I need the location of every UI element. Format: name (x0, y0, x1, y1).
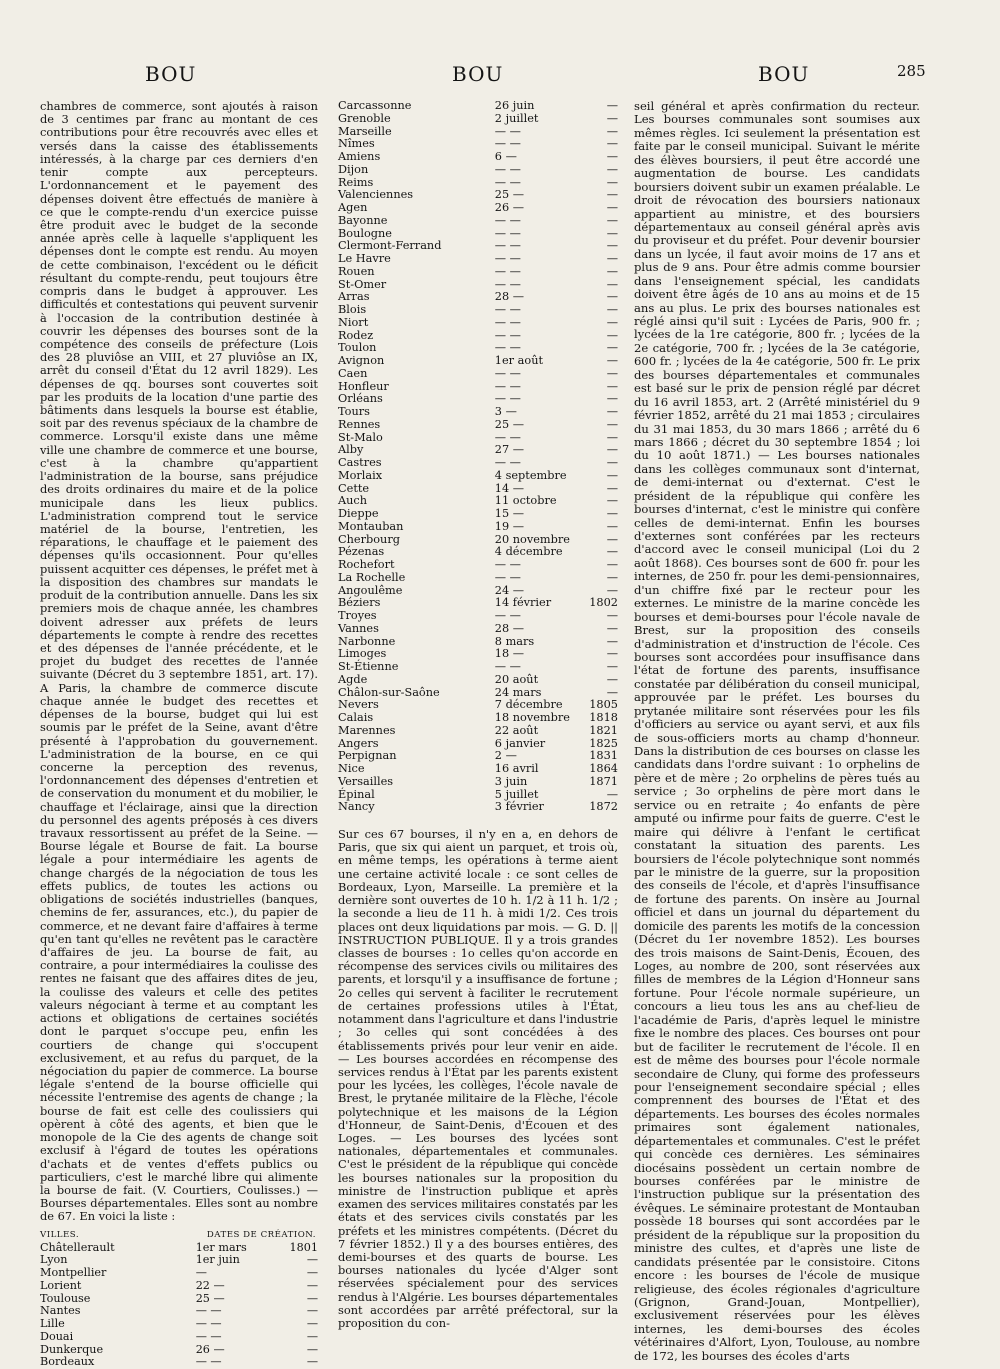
city-name: St-Omer (338, 277, 387, 291)
table-row (338, 393, 618, 406)
creation-date: 27 — (494, 443, 525, 457)
body-paragraph: chambres de commerce, sont ajoutés à raison de 3 centimes par franc au montant de ces contributions pour être recouvrés avec elles et versés dans la caisse des établissements intéressés, à la charge par ces derniers d'en tenir compte aux percepteurs. L'ordonnancement et le payement des dépenses doivent être effectués de manière à ce que le compte-rendu d'un exercice puisse être produit avec le budget de la seconde année après celle à laquelle s'appliquent les dépenses dont le compte est rendu. Au moyen de cette combinaison, l'excédent ou le déficit résultant du compte-rendu, peut toujours être compris dans le budget à approuver. Les difficultés et contestations qui peuvent survenir à l'occasion de la contribution destinée à couvrir les dépenses des bourses sont de la compétence des conseils de préfecture (Lois des 28 pluviôse an VIII, et 27 pluviôse an IX, arrêt du conseil d'État du 12 avril 1829). Les dépenses de qq. bourses sont couvertes soit par les produits de la location d'une partie des bâtiments dans lesquels la bourse est établie, soit par des revenus spéciaux de la chambre de commerce. Lorsqu'il existe dans une même ville une chambre de commerce et une bourse, c'est à la chambre qu'appartient l'administration de la bourse, sans préjudice des droits ordinaires du maire et de la police municipale dans les lieux publics. L'administration comprend tout le service matériel de la bourse, l'entretien, les réparations, le chauffage et le paiement des dépenses qu'ils occasionnent. Pour qu'elles puissent acquitter ces dépenses, le préfet met à la disposition des chambres sur mandats le produit de la contribution annuelle. Dans les six premiers mois de chaque année, les chambres doivent adresser aux préfets de leurs départements le compte à rendre des recettes et des dépenses de l'année précédente, et le projet du budget des recettes de l'année suivante (Décret du 3 septembre 1851, art. 17). A Paris, la chambre de commerce discute chaque année le budget des recettes et dépenses de la bourse, budget qui lui est soumis par le préfet de la Seine, avant d'être présenté à l'approbation du gouvernement. L'administration de la bourse, en ce qui concerne la perception des revenus, l'ordonnancement des dépenses d'entretien et de conservation du monument et du mobilier, le chauffage et l'éclairage, ainsi que la direction du personnel des agents préposés à ces divers travaux ressortissent au préfet de la Seine. — Bourse légale et Bourse de fait. La bourse légale a pour intermédiaire les agents de change chargés de la négociation de tous les effets publics, de toutes les actions ou obligations de sociétés industrielles (banques, chemins de fer, assurances, etc.), du papier de commerce, et ne devant faire d'affaires à terme qu'en tant qu'elles ne revêtent pas le caractère d'affaires de jeu. La bourse de fait, au contraire, a pour intermédiaires la coulisse des rentes ne faisant que des affaires dites de jeu, la coulisse des valeurs et celle des petites valeurs négociant à terme et au comptant les actions et obligations de certaines sociétés dont le parquet s'occupe peu, enfin les courtiers de change qui s'occupent exclusivement, et au refus du parquet, de la négociation du papier de commerce. La bourse légale s'entend de la bourse officielle qui nécessite l'entremise des agents de change ; la bourse de fait est celle des coulissiers qui opèrent à côté des agents, et bien que le monopole de la Cie des agents de change soit exclusif à l'égard de toutes les opérations d'achats et de ventes d'effets publics ou particuliers, c'est le marché libre qui alimente la bourse de fait. (V. Courtiers, Coulisses.) — Bourses départementales. Elles sont au nombre de 67. En voici la liste : (40, 99, 318, 1224)
creation-date: — — (494, 660, 521, 673)
creation-date: — — (195, 1329, 222, 1343)
city-name: Blois (338, 303, 367, 316)
city-name: La Rochelle (338, 570, 406, 584)
creation-year: 1872 (589, 800, 618, 814)
header-center: BOU (452, 62, 504, 86)
creation-year: — (306, 1355, 318, 1369)
creation-date: 25 — (195, 1291, 225, 1305)
creation-year: — (606, 570, 618, 584)
table-row (338, 712, 618, 725)
running-header (0, 62, 1000, 86)
creation-year: — (606, 634, 618, 648)
table-row (338, 266, 618, 279)
creation-year: — (606, 660, 618, 673)
creation-date: — — (494, 379, 521, 393)
city-name: Châlon-sur-Saône (338, 685, 440, 699)
table-row (338, 419, 618, 432)
city-name: Cette (338, 481, 370, 495)
table-row (338, 763, 618, 776)
table-row (338, 623, 618, 636)
creation-year: — (606, 787, 618, 801)
city-name: Toulon (338, 341, 377, 355)
creation-year: — (606, 124, 618, 138)
creation-date: 22 août (494, 723, 539, 737)
table-row (338, 330, 618, 343)
column-right (634, 99, 920, 1363)
table-row (338, 279, 618, 292)
city-name: St-Malo (338, 430, 383, 444)
city-name: Boulogne (338, 226, 392, 240)
city-name: Marseille (338, 124, 392, 138)
creation-year: — (306, 1317, 318, 1331)
creation-date: 14 — (494, 481, 525, 495)
city-name: St-Étienne (338, 660, 399, 673)
creation-year: — (606, 621, 618, 635)
creation-year: — (606, 341, 618, 355)
creation-date: 16 avril (494, 762, 539, 775)
table-row (338, 521, 618, 534)
creation-date: 25 — (494, 188, 525, 202)
creation-year: — (606, 456, 618, 469)
creation-date: — — (494, 213, 521, 227)
city-name: Dijon (338, 162, 369, 176)
city-name: Nantes (40, 1304, 81, 1318)
creation-date: — — (494, 392, 521, 406)
creation-date: 24 mars (494, 685, 542, 699)
city-name: Perpignan (338, 749, 397, 763)
city-name: Dieppe (338, 507, 379, 520)
creation-year: — (606, 468, 618, 482)
table-row (40, 1267, 318, 1280)
city-name: Rodez (338, 328, 374, 342)
city-name: Arras (338, 290, 370, 304)
city-name: Auch (338, 494, 368, 508)
creation-date: — — (494, 430, 521, 444)
city-name: Troyes (338, 609, 377, 622)
city-name: Nevers (338, 698, 379, 712)
city-name: Valenciennes (338, 188, 414, 202)
creation-year: — (606, 137, 618, 151)
creation-date: 11 octobre (494, 494, 557, 508)
creation-year: — (606, 494, 618, 508)
creation-year: — (606, 315, 618, 329)
creation-year: — (606, 366, 618, 380)
creation-date: 26 juin (494, 99, 535, 112)
creation-date: 18 — (494, 647, 525, 661)
city-name: Dunkerque (40, 1342, 104, 1356)
creation-year: — (606, 328, 618, 342)
city-name: Cherbourg (338, 532, 400, 546)
creation-date: 28 — (494, 621, 525, 635)
creation-year: — (606, 519, 618, 533)
city-name: Castres (338, 456, 382, 469)
city-name: Bayonne (338, 213, 388, 227)
table-row (338, 151, 618, 164)
creation-year: — (606, 379, 618, 393)
creation-date: 1er août (494, 354, 544, 367)
table-row (338, 687, 618, 700)
table-row (338, 113, 618, 126)
table-row (338, 585, 618, 598)
creation-year: 1805 (589, 698, 618, 712)
creation-year: — (606, 111, 618, 125)
creation-date: — — (195, 1317, 222, 1331)
table-row (338, 699, 618, 712)
table-row (338, 202, 618, 215)
creation-year: — (606, 481, 618, 495)
creation-date: 20 novembre (494, 532, 570, 546)
creation-year: — (606, 532, 618, 546)
creation-date: — — (494, 609, 521, 622)
creation-year: — (606, 507, 618, 520)
creation-year: — (606, 609, 618, 622)
city-name: Grenoble (338, 111, 391, 125)
table-row (338, 164, 618, 177)
creation-date: — — (494, 264, 521, 278)
table-row (338, 138, 618, 151)
table-row (40, 1293, 318, 1306)
creation-date: 25 — (494, 417, 525, 431)
column-left (40, 99, 318, 1369)
table-row (338, 801, 618, 814)
table-row (40, 1331, 318, 1344)
header-dates: DATES DE CRÉATION. (206, 1229, 316, 1240)
creation-year: — (606, 545, 618, 559)
city-name: Lorient (40, 1278, 82, 1292)
creation-year: — (606, 583, 618, 597)
creation-date: 1er juin (195, 1253, 240, 1267)
city-name: Avignon (338, 354, 385, 367)
creation-date: — — (494, 341, 521, 355)
city-name: Agde (338, 672, 368, 686)
city-name: Rouen (338, 264, 375, 278)
creation-year: — (606, 188, 618, 202)
city-name: Morlaix (338, 468, 383, 482)
creation-year: — (606, 303, 618, 316)
bourses-table-part2 (338, 100, 618, 814)
city-name: Amiens (338, 150, 381, 163)
city-name: Caen (338, 366, 368, 380)
creation-year: — (306, 1291, 318, 1305)
table-row (338, 470, 618, 483)
table-row (338, 304, 618, 317)
creation-year: 1831 (589, 749, 618, 763)
creation-year: — (606, 264, 618, 278)
city-name: Orléans (338, 392, 383, 406)
table-row (40, 1318, 318, 1331)
creation-date: 26 — (195, 1342, 225, 1356)
creation-date: 4 septembre (494, 468, 567, 482)
creation-year: — (606, 354, 618, 367)
creation-date: — — (494, 252, 521, 265)
creation-date: — — (494, 162, 521, 176)
creation-year: — (606, 685, 618, 699)
creation-date: 4 décembre (494, 545, 563, 559)
city-name: Reims (338, 175, 374, 189)
header-left: BOU (145, 62, 197, 86)
creation-date: 1er mars (195, 1240, 247, 1254)
creation-date: 19 — (494, 519, 525, 533)
creation-date: 8 mars (494, 634, 535, 648)
table-row (338, 572, 618, 585)
creation-date: 6 janvier (494, 736, 546, 750)
page-number: 285 (897, 62, 926, 80)
table-row (338, 317, 618, 330)
creation-date: 5 juillet (494, 787, 539, 801)
city-name: Lyon (40, 1253, 68, 1267)
table-row (40, 1305, 318, 1318)
city-name: Agen (338, 201, 368, 214)
table-row (40, 1242, 318, 1255)
table-row (338, 291, 618, 304)
city-name: Alby (338, 443, 364, 457)
creation-year: — (606, 150, 618, 163)
creation-year: — (606, 558, 618, 571)
creation-year: — (306, 1304, 318, 1318)
creation-year: — (306, 1342, 318, 1356)
city-name: Épinal (338, 787, 375, 801)
table-row (338, 725, 618, 738)
body-paragraph: Sur ces 67 bourses, il n'y en a, en dehors de Paris, que six qui aient un parquet, et trois où, en même temps, les opérations à terme aient une certaine activité locale : ce sont celles de Bordeaux, Lyon, Marseille. La première et la dernière sont ouvertes de 10 h. 1/2 à 11 h. 1/2 ; la seconde a lieu de 11 h. à midi 1/2. Ces trois places ont deux liquidations par mois. — G. D. || INSTRUCTION PUBLIQUE. Il y a trois grandes classes de bourses : 1o celles qu'on accorde en récompense des services civils ou militaires des parents, et lorsqu'il y a insuffisance de fortune ; 2o celles qui servent à faciliter le recrutement de certaines professions utiles à l'État, notamment dans l'agriculture et dans l'industrie ; 3o celles qui sont concédées à des établissements privés pour leur venir en aide. — Les bourses accordées en récompense des services rendus à l'État par les parents existent pour les lycées, les collèges, l'école navale de Brest, le prytanée militaire de la Flèche, l'école polytechnique et les maisons de la Légion d'Honneur, de Saint-Denis, d'Écouen et des Loges. — Les bourses des lycées sont nationales, départementales et communales. C'est le président de la république qui concède les bourses nationales sur la proposition du ministre de l'instruction publique et après examen des services militaires constatés par les états et des services civils constatés par les préfets et les ministres compétents. (Décret du 7 février 1852.) Il y a des bourses entières, des demi-bourses et des quarts de bourse. Les bourses nationales du lycée d'Alger sont réservées spécialement pour des services rendus à l'Algérie. Les bourses départementales sont accordées par arrêté préfectoral, sur la proposition du con- (338, 827, 618, 1331)
table-row (338, 355, 618, 368)
body-paragraph: seil général et après confirmation du recteur. Les bourses communales sont soumises aux mêmes règles. Ici seulement la présentation est faite par le conseil municipal. Suivant le mérite des élèves boursiers, il peut être accordé une augmentation de bourse. Les candidats boursiers doivent subir un examen préalable. Le droit de révocation des boursiers nationaux appartient au ministre, et des boursiers départementaux au conseil général après avis du proviseur et du préfet. Pour devenir boursier dans un lycée, il faut avoir moins de 17 ans et plus de 9 ans. Pour être admis comme boursier dans l'enseignement spécial, les candidats doivent être âgés de 10 ans au moins et de 15 ans au plus. Le prix des bourses nationales est réglé ainsi qu'il suit : Lycées de Paris, 900 fr. ; lycées de la 1re catégorie, 800 fr. ; lycées de la 2e catégorie, 700 fr. ; lycées de la 3e catégorie, 600 fr. ; lycées de la 4e catégorie, 500 fr. Le prix des bourses départementales et communales est basé sur le prix de pension réglé par décret du 16 avril 1853, art. 2 (Arrêté ministériel du 9 février 1852, arrêté du 21 mai 1853 ; circulaires du 31 mai 1853, du 30 mars 1866 ; arrêté du 6 mars 1866 ; décret du 30 septembre 1854 ; loi du 10 août 1871.) — Les bourses nationales dans les collèges communaux sont d'internat, de demi-internat ou d'externat. C'est le président de la république qui confère les bourses d'internat, c'est le ministre qui confère celles de demi-internat. Enfin les bourses d'externes sont conférées par les recteurs d'accord avec le conseil municipal (Loi du 2 août 1868). Ces bourses sont de 600 fr. pour les internes, de 250 fr. pour les demi-pensionnaires, d'un chiffre fixé par le recteur pour les externes. Le ministre de la marine concède les bourses et demi-bourses pour l'école navale de Brest, sur la proposition des conseils d'administration et d'instruction de l'école. Ces bourses sont accordées pour insuffisance dans l'état de fortune des parents, insuffisance constatée par délibération du conseil municipal, approuvée par le préfet. Les bourses du prytanée militaire sont réservées pour les fils d'officiers au service ou ayant servi, et aux fils de sous-officiers morts au champ d'honneur. Dans la distribution de ces bourses on classe les candidats dans l'ordre suivant : 1o orphelins de père et de mère ; 2o orphelins de pères tués au service ; 3o orphelins de père mort dans le service ou en retraite ; 4o enfants de père amputé ou infirme pour faits de guerre. C'est le maire qui délivre à l'enfant le certificat constatant la situation des parents. Les boursiers de l'école polytechnique sont nommés par le ministre de la guerre, sur la proposition des conseils de l'école, et d'après l'insuffisance de fortune des parents. On insère au Journal officiel et dans un journal du département du domicile des parents les motifs de la concession (Décret du 1er novembre 1852). Les bourses des trois maisons de Saint-Denis, Écouen, des Loges, au nombre de 200, sont réservées aux filles de membres de la Légion d'Honneur sans fortune. Pour l'école normale supérieure, un concours a lieu tous les ans au chef-lieu de l'académie de Paris, d'après lequel le ministre fixe le nombre des places. Ces bourses ont pour but de faciliter le recrutement de l'école. Il en est de même des bourses pour l'école normale secondaire de Cluny, qui forme des professeurs pour l'enseignement secondaire spécial ; elles comprennent des bourses de l'État et des départements. Les bourses des écoles normales primaires sont également nationales, départementales et communales. C'est le préfet qui concède ces dernières. Les séminaires diocésains possèdent un certain nombre de bourses conférées par le ministre de l'instruction publique sur la présentation des évêques. Le séminaire protestant de Montauban possède 18 bourses qui sont accordées par le président de la république sur la proposition du ministre des cultes, et d'après une liste de candidats présentée par le consistoire. Citons encore : les bourses de l'école de musique religieuse, des écoles régionales d'agriculture (Grignon, Grand-Jouan, Montpellier), exclusivement réservées pour les élèves internes, les demi-bourses des écoles vétérinaires d'Alfort, Lyon, Toulouse, au nombre de 172, les bourses des écoles d'arts (634, 99, 920, 1363)
creation-date: — — (494, 124, 521, 138)
table-row (338, 368, 618, 381)
creation-date: 7 décembre (494, 698, 563, 712)
creation-date: 22 — (195, 1278, 225, 1292)
city-name: Niort (338, 315, 369, 329)
bourses-table-part1 (40, 1242, 318, 1369)
creation-year: — (606, 175, 618, 189)
creation-year: 1825 (589, 736, 618, 750)
creation-year: — (606, 647, 618, 661)
city-name: Tours (338, 405, 370, 418)
table-row (338, 674, 618, 687)
table-row (338, 776, 618, 789)
table-row (338, 750, 618, 763)
header-cities: VILLES. (40, 1229, 80, 1240)
creation-date: — — (494, 570, 521, 584)
creation-year: — (606, 430, 618, 444)
creation-year: 1821 (589, 723, 618, 737)
creation-year: — (606, 239, 618, 253)
creation-year: 1864 (589, 762, 618, 775)
creation-year: — (606, 213, 618, 227)
city-name: Nice (338, 762, 365, 775)
creation-year: 1801 (289, 1240, 318, 1254)
table-row (338, 406, 618, 419)
city-name: Toulouse (40, 1291, 91, 1305)
city-name: Honfleur (338, 379, 389, 393)
city-name: Narbonne (338, 634, 396, 648)
creation-year: — (606, 417, 618, 431)
table-header (40, 1230, 318, 1240)
creation-date: 15 — (494, 507, 525, 520)
table-row (338, 610, 618, 623)
creation-date: — (195, 1266, 207, 1280)
city-name: Montauban (338, 519, 404, 533)
creation-date: 18 novembre (494, 711, 570, 724)
city-name: Clermont-Ferrand (338, 239, 442, 253)
creation-year: — (606, 672, 618, 686)
creation-year: — (606, 252, 618, 265)
creation-date: — — (494, 226, 521, 240)
creation-year: — (306, 1266, 318, 1280)
creation-date: — — (195, 1355, 222, 1369)
creation-date: 20 août (494, 672, 539, 686)
creation-year: — (606, 405, 618, 418)
creation-year: — (306, 1253, 318, 1267)
city-name: Angers (338, 736, 379, 750)
table-row (338, 432, 618, 445)
creation-date: 3 février (494, 800, 544, 814)
column-middle (338, 100, 618, 1360)
city-name: Carcassonne (338, 99, 412, 112)
city-name: Le Havre (338, 252, 391, 265)
city-name: Rennes (338, 417, 381, 431)
table-row (338, 457, 618, 470)
city-name: Vannes (338, 621, 379, 635)
city-name: Calais (338, 711, 374, 724)
creation-year: 1871 (589, 774, 618, 788)
creation-date: — — (494, 328, 521, 342)
creation-date: 24 — (494, 583, 525, 597)
creation-date: — — (494, 137, 521, 151)
city-name: Lille (40, 1317, 65, 1331)
creation-date: 3 juin (494, 774, 528, 788)
creation-year: — (606, 162, 618, 176)
creation-year: — (606, 443, 618, 457)
table-row (338, 215, 618, 228)
creation-date: — — (494, 558, 521, 571)
creation-date: — — (494, 303, 521, 316)
creation-date: 3 — (494, 405, 517, 418)
creation-date: — — (494, 456, 521, 469)
city-name: Nancy (338, 800, 375, 814)
creation-year: — (306, 1278, 318, 1292)
header-right: BOU (758, 62, 810, 86)
table-row (338, 597, 618, 610)
city-name: Douai (40, 1329, 74, 1343)
creation-date: — — (494, 175, 521, 189)
creation-date: — — (195, 1304, 222, 1318)
creation-year: 1802 (589, 596, 618, 610)
creation-date: — — (494, 315, 521, 329)
creation-year: 1818 (589, 711, 618, 724)
creation-date: — — (494, 277, 521, 291)
city-name: Montpellier (40, 1266, 107, 1280)
table-row (338, 483, 618, 496)
creation-date: 6 — (494, 150, 517, 163)
creation-date: 26 — (494, 201, 525, 214)
table-row (338, 661, 618, 674)
table-row (338, 253, 618, 266)
table-row (338, 789, 618, 802)
city-name: Bordeaux (40, 1355, 95, 1369)
creation-year: — (606, 277, 618, 291)
creation-date: 2 — (494, 749, 517, 763)
table-row (338, 189, 618, 202)
table-row (40, 1280, 318, 1293)
table-row (338, 495, 618, 508)
creation-date: 28 — (494, 290, 525, 304)
city-name: Marennes (338, 723, 396, 737)
creation-date: 2 juillet (494, 111, 539, 125)
city-name: Angoulême (338, 583, 403, 597)
table-row (338, 100, 618, 113)
city-name: Nîmes (338, 137, 375, 151)
table-row (338, 559, 618, 572)
creation-year: — (606, 290, 618, 304)
creation-year: — (606, 201, 618, 214)
creation-date: 14 février (494, 596, 552, 610)
creation-year: — (606, 392, 618, 406)
creation-date: — — (494, 239, 521, 253)
city-name: Pézenas (338, 545, 385, 559)
city-name: Versailles (338, 774, 394, 788)
creation-year: — (606, 226, 618, 240)
city-name: Limoges (338, 647, 387, 661)
table-row (338, 508, 618, 521)
creation-date: — — (494, 366, 521, 380)
creation-year: — (306, 1329, 318, 1343)
city-name: Rochefort (338, 558, 395, 571)
table-row (338, 126, 618, 139)
creation-year: — (606, 99, 618, 112)
city-name: Béziers (338, 596, 381, 610)
table-row (40, 1356, 318, 1369)
city-name: Châtellerault (40, 1240, 115, 1254)
